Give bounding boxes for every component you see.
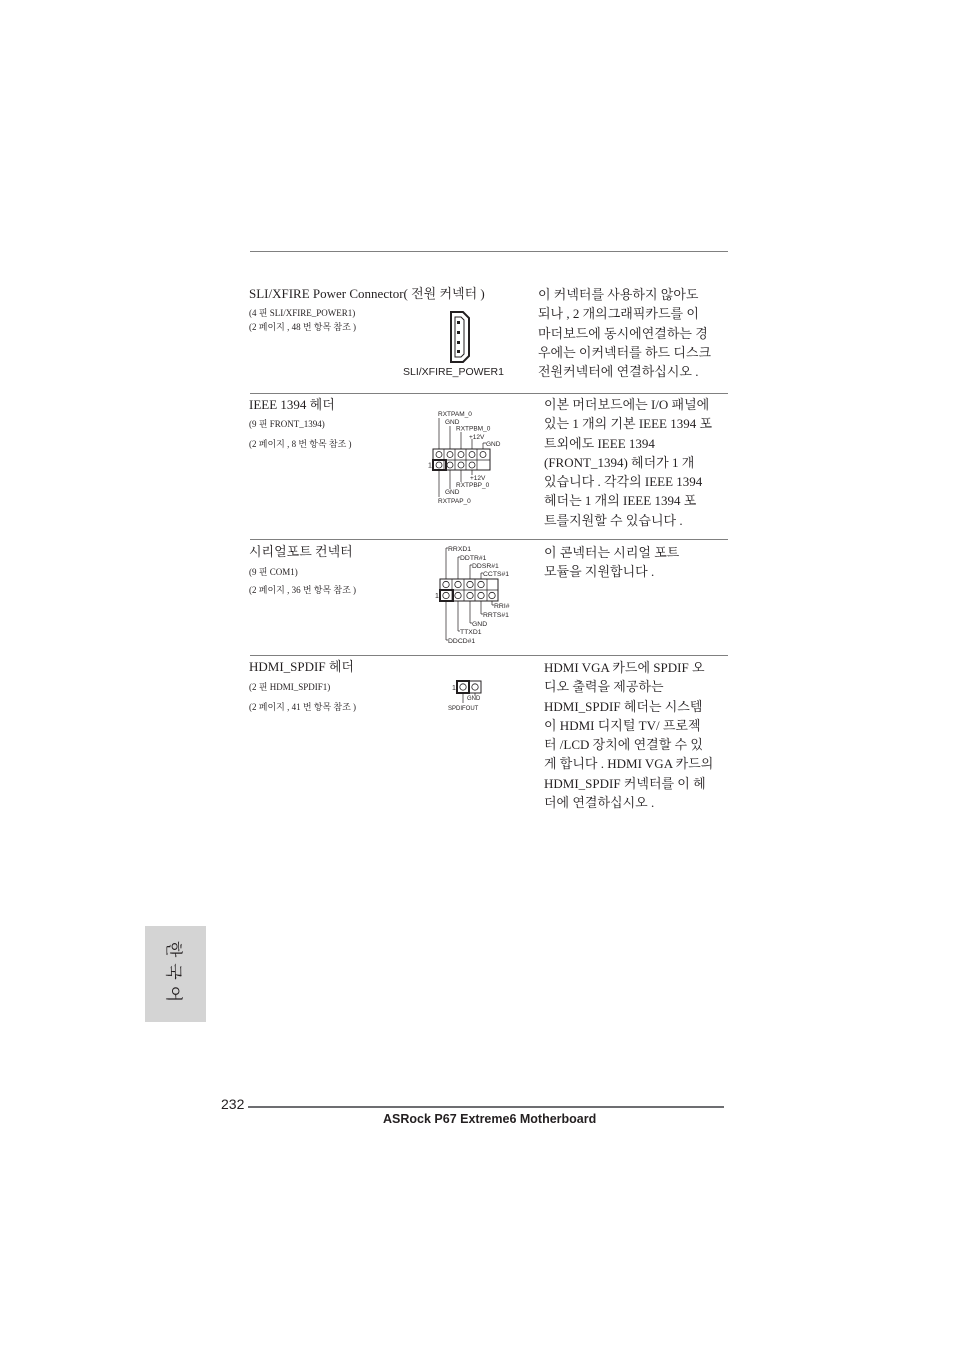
pin-label: GND xyxy=(472,621,488,628)
pin-label: +12V xyxy=(469,434,485,441)
pin-label: GND xyxy=(445,489,460,496)
serial-port-header-diagram xyxy=(433,543,523,647)
footer-title: ASRock P67 Extreme6 Motherboard xyxy=(383,1112,597,1126)
hdmi-spdif-header-diagram xyxy=(446,678,496,714)
desc-line: HDMI_SPDIF 헤더는 시스템 xyxy=(544,698,703,714)
language-label: 한국어 xyxy=(163,940,183,1008)
pin-one-marker: 1 xyxy=(452,685,456,692)
desc-line: 디오 출력을 제공하는 xyxy=(544,679,664,695)
pin-label: TTXD1 xyxy=(460,629,482,636)
desc-line: 되나 , 2 개의그래픽카드를 이 xyxy=(538,306,699,322)
section-divider xyxy=(250,655,728,656)
pin-label: GND xyxy=(486,441,501,448)
pin-label: RRTS#1 xyxy=(483,612,509,619)
pin-label: GND xyxy=(445,419,460,426)
desc-line: 모듈을 지원합니다 . xyxy=(544,564,655,580)
desc-line: 전원커넥터에 연결하십시오 . xyxy=(538,364,699,380)
section-title-serial-port: 시리얼포트 컨넥터 xyxy=(249,544,353,559)
section-divider xyxy=(250,539,728,540)
desc-hdmi-spdif xyxy=(544,658,730,812)
pin-one-marker: 1 xyxy=(435,593,439,600)
pin-label: +12V xyxy=(470,475,486,482)
sli-power-connector-diagram xyxy=(448,311,472,363)
pin-label: RXTPBP_0 xyxy=(456,482,490,489)
desc-line: 트외에도 IEEE 1394 xyxy=(544,435,655,451)
desc-line: HDMI VGA 카드에 SPDIF 오 xyxy=(544,660,705,675)
desc-line: 이 HDMI 디지털 TV/ 프로젝 xyxy=(544,717,701,733)
desc-line: 우에는 이커넥터를 하드 디스크 xyxy=(538,344,712,360)
pin-one-marker: 1 xyxy=(428,462,432,470)
desc-ieee1394 xyxy=(544,395,730,530)
pin-label: RRXD1 xyxy=(448,546,472,553)
sli-power-diagram-label: SLI/XFIRE_POWER1 xyxy=(403,366,504,378)
desc-sli-power xyxy=(538,285,724,381)
pin-label: RRI# xyxy=(494,603,510,610)
page-ref-sli-power: (2 페이지 , 48 번 항목 참조 ) xyxy=(249,322,357,332)
desc-line: 마더보드에 동시에연결하는 경 xyxy=(538,325,708,341)
pin-info-serial-port: (9 핀 COM1) xyxy=(249,567,298,577)
pin-label: RXTPAP_0 xyxy=(438,498,471,505)
pin-label: RXTPAM_0 xyxy=(438,411,472,418)
desc-serial-port xyxy=(544,543,730,582)
pin-info-sli-power: (4 핀 SLI/XFIRE_POWER1) xyxy=(249,308,356,318)
desc-line: HDMI_SPDIF 커넥터를 이 헤 xyxy=(544,775,706,791)
section-title-sli-power: SLI/XFIRE Power Connector( 전원 커넥터 ) xyxy=(249,286,485,301)
pin-info-ieee1394: (9 핀 FRONT_1394) xyxy=(249,419,325,429)
section-divider xyxy=(250,393,728,394)
desc-line: 이 콘넥터는 시리얼 포트 xyxy=(544,545,680,560)
desc-line: (FRONT_1394) 헤더가 1 개 xyxy=(544,454,695,470)
page-ref-ieee1394: (2 페이지 , 8 번 항목 참조 ) xyxy=(249,439,352,449)
pin-label: CCTS#1 xyxy=(483,571,510,578)
desc-line: 게 합니다 . HDMI VGA 카드의 xyxy=(544,756,714,772)
footer-rule xyxy=(248,1106,724,1108)
pin-label: DDTR#1 xyxy=(460,555,487,562)
pin-label: SPDIFOUT xyxy=(448,706,479,712)
desc-line: 있습니다 . 각각의 IEEE 1394 xyxy=(544,474,703,490)
desc-line: 이 커넥터를 사용하지 않아도 xyxy=(538,287,699,302)
page-number: 232 xyxy=(221,1096,245,1112)
pin-label: DDSR#1 xyxy=(472,563,499,570)
pin-3 xyxy=(457,341,460,344)
desc-line: 더에 연결하십시오 . xyxy=(544,795,655,811)
page-ref-serial-port: (2 페이지 , 36 번 항목 참조 ) xyxy=(249,585,357,595)
section-title-ieee1394: IEEE 1394 헤더 xyxy=(249,397,335,412)
desc-line: 있는 1 개의 기본 IEEE 1394 포 xyxy=(544,416,713,432)
page-ref-hdmi-spdif: (2 페이지 , 41 번 항목 참조 ) xyxy=(249,702,357,712)
pin-label: DDCD#1 xyxy=(448,638,476,645)
pin-label: RXTPBM_0 xyxy=(456,425,491,433)
desc-line: 터 /LCD 장치에 연결할 수 있 xyxy=(544,737,703,753)
pin-2 xyxy=(457,331,460,334)
pin-1 xyxy=(457,321,460,324)
desc-line: 트를지원할 수 있습니다 . xyxy=(544,512,683,528)
pin-label: GND xyxy=(467,696,481,702)
pin-info-hdmi-spdif: (2 핀 HDMI_SPDIF1) xyxy=(249,682,331,692)
language-side-tab xyxy=(145,926,206,1022)
pin-4 xyxy=(457,350,460,353)
section-title-hdmi-spdif: HDMI_SPDIF 헤더 xyxy=(249,659,354,674)
desc-line: 이본 머더보드에는 I/O 패널에 xyxy=(544,397,710,412)
desc-line: 헤더는 1 개의 IEEE 1394 포 xyxy=(544,493,697,509)
top-rule xyxy=(250,251,728,252)
ieee1394-header-diagram xyxy=(428,405,508,509)
